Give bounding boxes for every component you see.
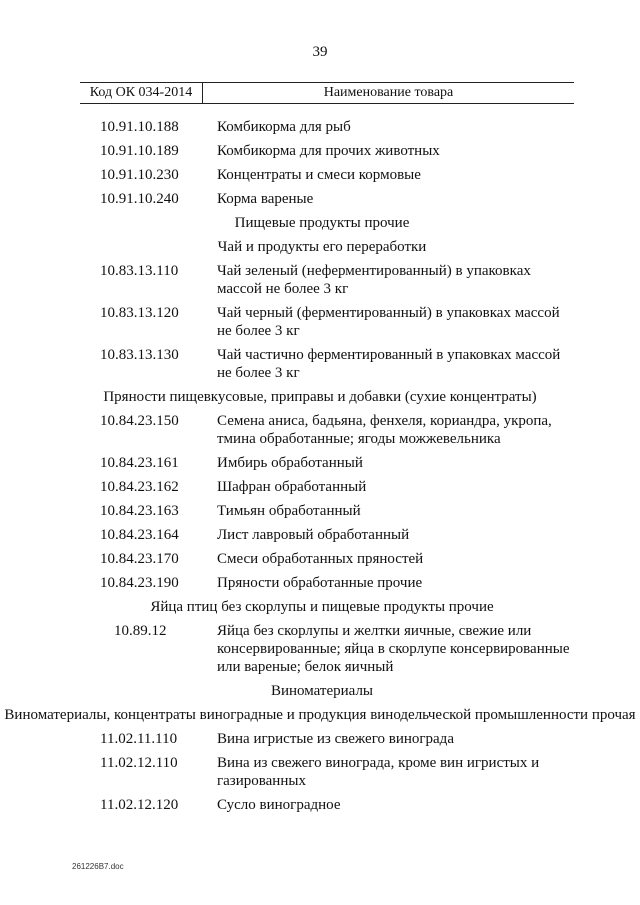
- product-name: Семена аниса, бадьяна, фенхеля, кориандра, укропа, тмина обработанные; ягоды можжевельника: [217, 413, 552, 447]
- product-code: 10.83.13.110: [100, 263, 179, 279]
- product-name: Имбирь обработанный: [217, 455, 363, 471]
- table-row: [0, 304, 640, 340]
- product-code: 10.83.13.130: [100, 347, 179, 363]
- page-number: 39: [312, 44, 328, 60]
- product-name: Корма вареные: [217, 191, 314, 207]
- product-code: 10.84.23.164: [100, 527, 179, 543]
- table-header: [80, 82, 574, 104]
- table-row: [0, 142, 640, 160]
- section-heading: Виноматериалы, концентраты виноградные и продукция винодельческой промышленности прочая: [4, 707, 636, 723]
- product-name: Яйца без скорлупы и желтки яичные, свежие или консервированные; яйца в скорлупе консервированные или вареные; белок яичный: [217, 623, 570, 675]
- footer-filename: 261226B7.doc: [72, 862, 124, 871]
- table-row: [0, 622, 640, 676]
- header-code-column: Код ОК 034-2014: [80, 83, 203, 103]
- product-name: Чай частично ферментированный в упаковках массой не более 3 кг: [217, 347, 561, 381]
- product-code: 10.84.23.162: [100, 479, 179, 495]
- product-code: 10.89.12: [114, 623, 167, 639]
- product-name: Лист лавровый обработанный: [217, 527, 410, 543]
- product-code: 10.84.23.150: [100, 413, 179, 429]
- product-name: Комбикорма для прочих животных: [217, 143, 440, 159]
- table-row: [0, 730, 640, 748]
- product-code: 11.02.12.120: [100, 797, 179, 813]
- product-name: Пряности обработанные прочие: [217, 575, 423, 591]
- table-row: [0, 454, 640, 472]
- product-name: Чай черный (ферментированный) в упаковках массой не более 3 кг: [217, 305, 560, 339]
- table-row: [0, 478, 640, 496]
- product-name: Тимьян обработанный: [217, 503, 361, 519]
- product-name: Сусло виноградное: [217, 797, 341, 813]
- header-name-column: Наименование товара: [323, 85, 454, 100]
- product-code: 10.84.23.190: [100, 575, 179, 591]
- product-code: 10.84.23.161: [100, 455, 179, 471]
- section-heading: Виноматериалы: [270, 683, 374, 699]
- product-code: 10.83.13.120: [100, 305, 179, 321]
- product-name: Концентраты и смеси кормовые: [217, 167, 421, 183]
- table-row: [0, 166, 640, 184]
- table-row: [0, 346, 640, 382]
- product-code: 10.91.10.189: [100, 143, 179, 159]
- table-row: [0, 412, 640, 448]
- product-code: 10.91.10.230: [100, 167, 179, 183]
- product-name: Смеси обработанных пряностей: [217, 551, 424, 567]
- product-name: Вина из свежего винограда, кроме вин игристых и газированных: [217, 755, 540, 789]
- product-code: 10.91.10.188: [100, 119, 179, 135]
- product-code: 10.91.10.240: [100, 191, 179, 207]
- table-row: [0, 754, 640, 790]
- product-code: 10.84.23.170: [100, 551, 179, 567]
- table-row: [0, 796, 640, 814]
- product-code: 11.02.12.110: [100, 755, 178, 771]
- section-heading: Пряности пищевкусовые, приправы и добавки (сухие концентраты): [103, 389, 537, 405]
- product-name: Вина игристые из свежего винограда: [217, 731, 454, 747]
- product-name: Чай зеленый (неферментированный) в упаковках массой не более 3 кг: [217, 263, 531, 297]
- table-row: [0, 118, 640, 136]
- table-row: [0, 262, 640, 298]
- section-heading: Яйца птиц без скорлупы и пищевые продукты прочие: [150, 599, 494, 615]
- product-name: Шафран обработанный: [217, 479, 367, 495]
- product-code: 11.02.11.110: [100, 731, 178, 747]
- section-heading: Чай и продукты его переработки: [217, 239, 427, 255]
- product-name: Комбикорма для рыб: [217, 119, 351, 135]
- table-row: [0, 574, 640, 592]
- table-row: [0, 502, 640, 520]
- table-row: [0, 190, 640, 208]
- table-row: [0, 526, 640, 544]
- section-heading: Пищевые продукты прочие: [234, 215, 410, 231]
- table-body: [0, 118, 640, 820]
- product-code: 10.84.23.163: [100, 503, 179, 519]
- table-row: [0, 550, 640, 568]
